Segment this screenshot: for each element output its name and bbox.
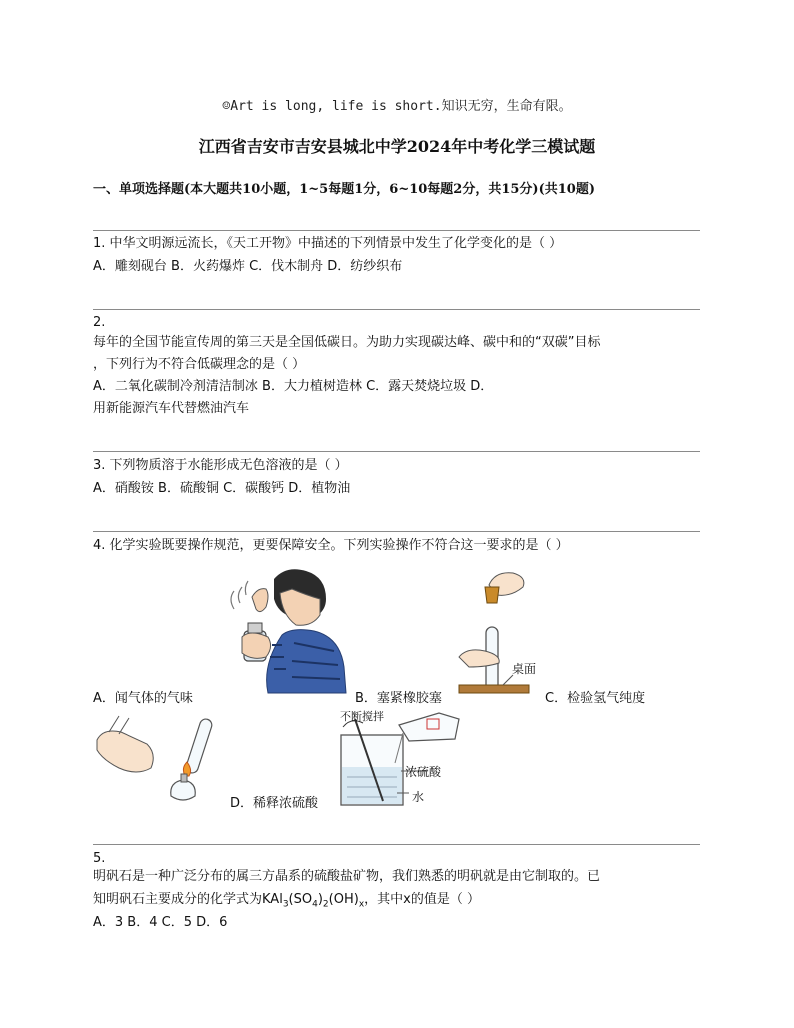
q2-stem-line1: 每年的全国节能宣传周的第三天是全国低碳日。为助力实现碳达峰、碳中和的“双碳”目标 xyxy=(93,335,601,350)
q4-label-desk: 桌面 xyxy=(512,662,537,676)
q1-options: A．雕刻砚台 B．火药爆炸 C．伐木制舟 D．纺纱织布 xyxy=(93,259,403,274)
divider-q5 xyxy=(93,844,700,845)
stopper-figure xyxy=(455,567,531,701)
divider-q2 xyxy=(93,309,700,310)
q5-number: 5. xyxy=(93,851,106,866)
q3-options: A．硝酸铵 B．硫酸铜 C．碳酸钙 D．植物油 xyxy=(93,481,351,496)
q5-sub-3: 3 xyxy=(282,899,289,910)
section-heading: 一、单项选择题(本大题共10小题，1~5每题1分，6~10每题2分，共15分)(共10题) xyxy=(93,182,595,197)
q4-option-b: B．塞紧橡胶塞 xyxy=(355,691,442,706)
q5-stem-line2 xyxy=(93,891,480,914)
q5-stem-suffix: ，其中x的值是（ ） xyxy=(364,892,480,907)
q4-label-acid: 浓硫酸 xyxy=(405,765,442,779)
q5-stem-prefix: 知明矾石主要成分的化学式为KAl xyxy=(93,892,283,907)
q4-label-stir: 不断搅拌 xyxy=(340,710,384,723)
q2-options-line2: 用新能源汽车代替燃油汽车 xyxy=(93,401,250,416)
divider-q1 xyxy=(93,230,700,231)
q5-sub-4: 4 xyxy=(312,899,318,910)
q5-sub-x: x xyxy=(358,899,365,910)
q5-formula-part2: ) xyxy=(317,892,323,907)
q4-option-d: D．稀释浓硫酸 xyxy=(230,796,319,811)
q4-option-a: A．闻气体的气味 xyxy=(93,691,193,706)
q5-formula-part1: (SO xyxy=(288,892,313,907)
motto-line: ☺Art is long, life is short.知识无穷，生命有限。 xyxy=(222,99,572,114)
q5-stem-line1: 明矾石是一种广泛分布的属三方晶系的硫酸盐矿物，我们熟悉的明矾就是由它制取的。已 xyxy=(93,869,601,884)
smell-gas-figure xyxy=(222,565,350,697)
q4-option-c: C．检验氢气纯度 xyxy=(545,691,646,706)
q4-stem: 4. 化学实验既要操作规范，更要保障安全。下列实验操作不符合这一要求的是（ ） xyxy=(93,538,569,553)
q2-number: 2. xyxy=(93,315,106,330)
divider-q3 xyxy=(93,451,700,452)
hydrogen-test-figure xyxy=(93,710,223,810)
q5-options: A．3 B．4 C．5 D．6 xyxy=(93,915,228,930)
q3-stem: 3. 下列物质溶于水能形成无色溶液的是（ ） xyxy=(93,458,348,473)
exam-title: 江西省吉安市吉安县城北中学2024年中考化学三模试题 xyxy=(198,137,596,156)
q5-sub-2: 2 xyxy=(322,899,329,910)
q4-label-water: 水 xyxy=(412,790,425,804)
q5-formula-part3: (OH) xyxy=(328,892,359,907)
q2-stem-line2: ，下列行为不符合低碳理念的是（ ） xyxy=(93,357,306,372)
divider-q4 xyxy=(93,531,700,532)
q1-stem: 1. 中华文明源远流长，《天工开物》中描述的下列情景中发生了化学变化的是（ ） xyxy=(93,236,563,251)
q2-options-line1: A．二氧化碳制冷剂清洁制冰 B．大力植树造林 C．露天焚烧垃圾 D． xyxy=(93,379,494,394)
